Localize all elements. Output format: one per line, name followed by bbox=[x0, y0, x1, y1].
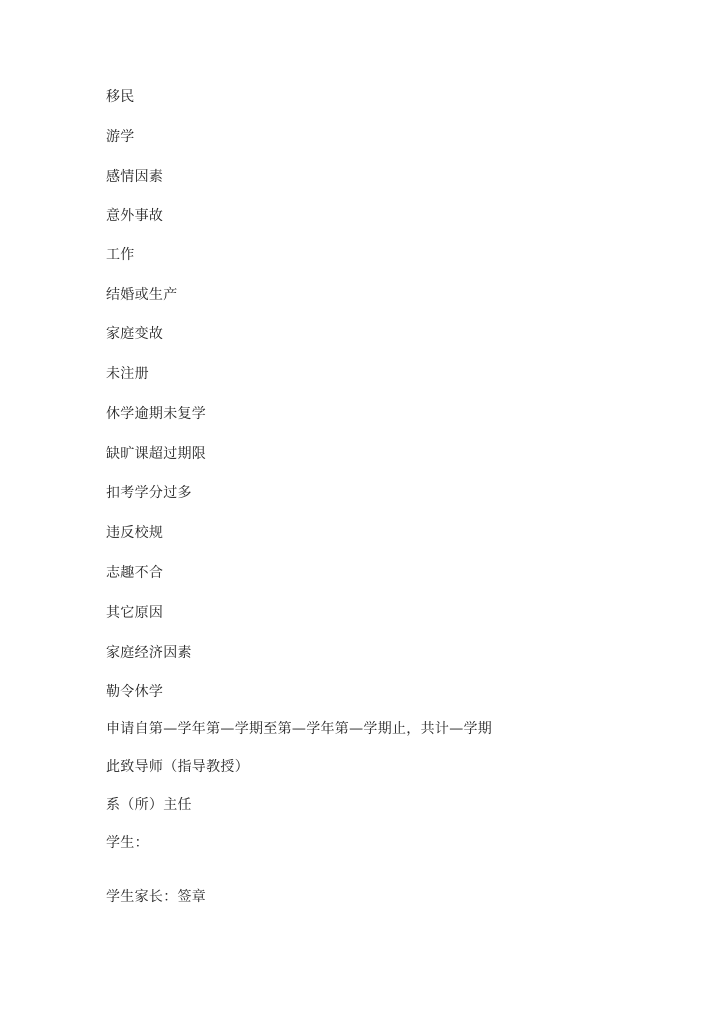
department-head-line: 系（所）主任 bbox=[106, 797, 192, 813]
reason-other: 其它原因 bbox=[106, 605, 164, 621]
reason-study-tour: 游学 bbox=[106, 129, 135, 145]
reason-ordered-suspension: 勒令休学 bbox=[106, 684, 164, 700]
reason-work: 工作 bbox=[106, 247, 135, 263]
reason-rule-violation: 违反校规 bbox=[106, 525, 164, 541]
reason-overdue-return: 休学逾期未复学 bbox=[106, 406, 207, 422]
reason-family-change: 家庭变故 bbox=[106, 326, 164, 342]
reason-immigration: 移民 bbox=[106, 89, 135, 105]
addressee-line: 此致导师（指导教授） bbox=[106, 759, 249, 775]
reason-family-finance: 家庭经济因素 bbox=[106, 645, 192, 661]
reason-marriage-or-childbirth: 结婚或生产 bbox=[106, 287, 178, 303]
parent-signature-line: 学生家长：签章 bbox=[106, 889, 207, 905]
reason-absence-exceeded: 缺旷课超过期限 bbox=[106, 446, 207, 462]
reason-not-registered: 未注册 bbox=[106, 366, 149, 382]
reason-accident: 意外事故 bbox=[106, 208, 164, 224]
reason-interest-mismatch: 志趣不合 bbox=[106, 565, 164, 581]
student-label: 学生： bbox=[106, 835, 149, 851]
reason-emotional-factors: 感情因素 bbox=[106, 169, 164, 185]
reason-too-many-credits-withheld: 扣考学分过多 bbox=[106, 485, 192, 501]
application-period-line: 申请自第—学年第—学期至第—学年第—学期止，共计—学期 bbox=[106, 721, 493, 737]
